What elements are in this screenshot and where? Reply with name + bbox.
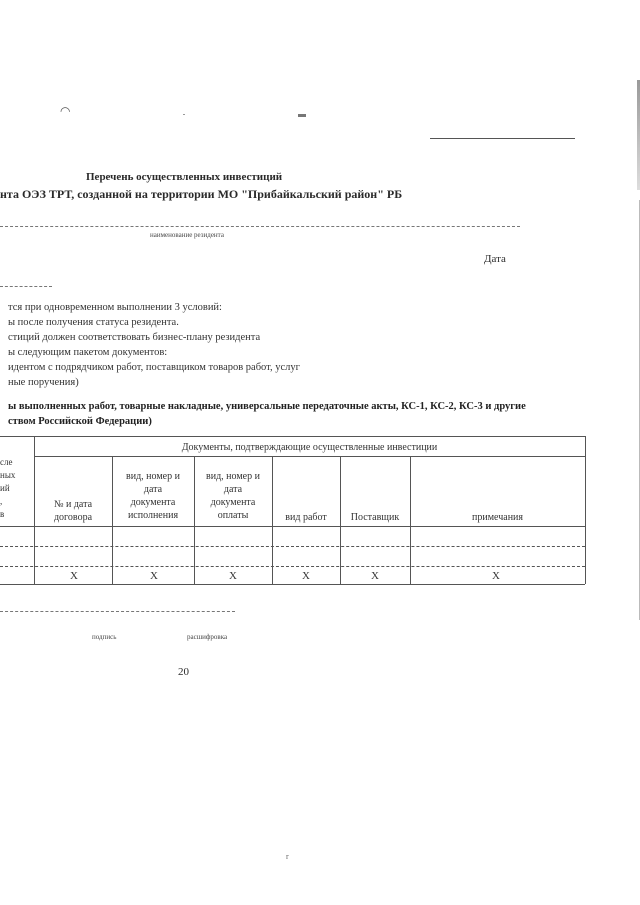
document-title: Перечень осуществленных инвестиций [86,171,283,183]
total-cell-x: X [150,570,158,582]
date-underline [0,286,52,287]
col-header-notes: примечания [472,512,523,523]
signature-line [0,611,235,612]
table-left-partial-header: сле ных ий , в [0,457,16,519]
stray-mark: r [286,852,289,861]
resident-caption: наименование резидента [150,231,224,239]
investments-table [0,436,585,586]
table-group-header: Документы, подтверждающие осуществленные инвестиции [181,442,438,453]
condition-line-4: ы следующим пакетом документов: [8,347,168,358]
resident-line [0,226,520,227]
table-row-border [0,546,585,547]
scan-mark [298,114,306,117]
table-group-header-border [34,456,585,457]
condition-line-2: ы после получения статуса резидента. [8,317,179,328]
scan-dot [183,114,185,115]
document-subtitle: нта ОЭЗ ТРТ, созданной на территории МО "Прибайкальский район" РБ [0,187,403,201]
condition-line-6: ные поручения) [8,377,79,388]
scan-smudge-icon: ◠ [60,104,71,118]
col-header-contract: № и дата договора [53,499,93,523]
col-header-execution-doc: вид, номер и дата документа исполнения [126,471,180,521]
table-header-bottom-border [0,526,585,527]
signature-decode-caption: расшифровка [187,633,228,641]
col-header-supplier: Поставщик [350,512,400,523]
top-right-line [430,138,575,139]
condition-line-3: стиций должен соответствовать бизнес-плану резидента [8,332,261,343]
condition-line-7: ы выполненных работ, товарные накладные, универсальные передаточные акты, КС-1, КС-2, КС-3 и другие [8,401,526,412]
col-header-payment-doc: вид, номер и дата документа оплаты [206,471,260,521]
date-label: Дата [484,253,506,265]
total-cell-x: X [70,570,78,582]
condition-line-1: тся при одновременном выполнении 3 условий: [8,302,222,313]
col-header-work-type: вид работ [285,512,327,523]
total-cell-x: X [371,570,379,582]
condition-line-5: идентом с подрядчиком работ, поставщиком товаров работ, услуг [8,362,300,373]
total-cell-x: X [492,570,500,582]
signature-caption: подпись [92,633,117,641]
page-number: 20 [178,666,189,678]
table-col-divider [585,436,586,584]
total-cell-x: X [302,570,310,582]
total-cell-x: X [229,570,237,582]
table-bottom-border [0,584,585,585]
table-row-border [0,566,585,567]
condition-line-8: ством Российской Федерации) [8,416,152,427]
table-top-border [0,436,585,437]
